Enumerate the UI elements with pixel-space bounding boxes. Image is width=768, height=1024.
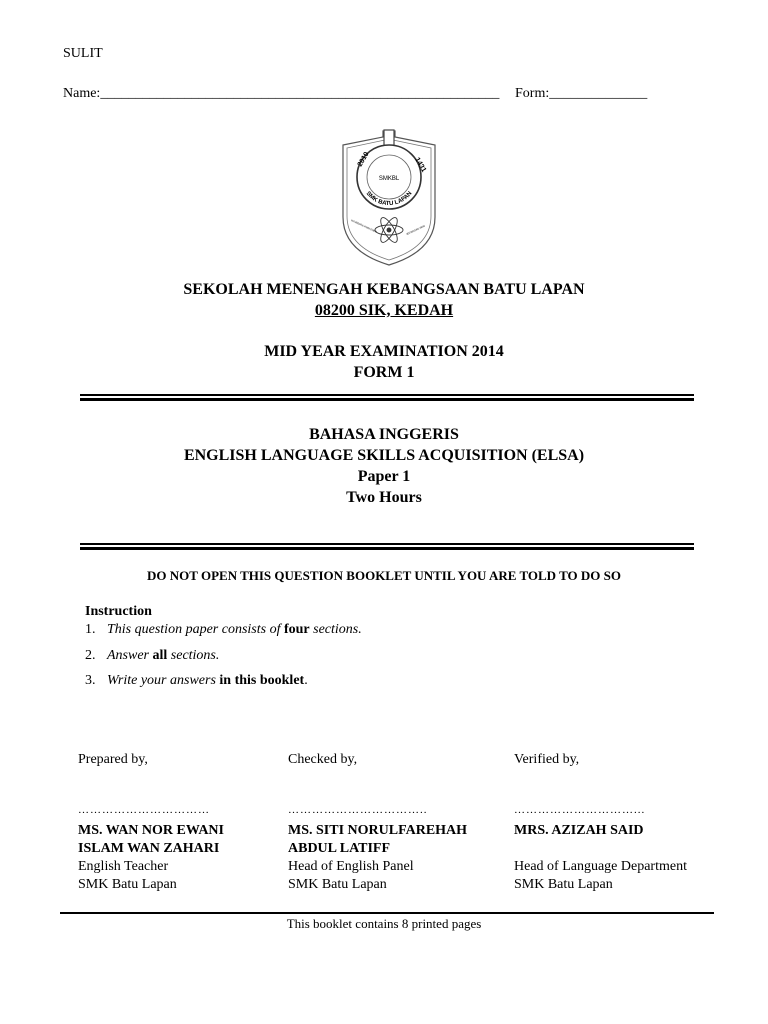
subject-name: BAHASA INGGERIS <box>309 426 459 443</box>
instruction-emphasis: all <box>152 648 168 663</box>
instruction-text-end: sections. <box>309 622 362 637</box>
instruction-text: Write your answers <box>107 673 220 688</box>
classification-label: SULIT <box>63 46 103 61</box>
signatory-title: Head of Language Department <box>514 859 687 874</box>
signatory-school: SMK Batu Lapan <box>78 877 177 892</box>
signatory-role: Checked by, <box>288 752 358 767</box>
form-label: Form: <box>515 86 550 101</box>
name-line: _________________________________________________________ <box>100 86 500 101</box>
paper-number: Paper 1 <box>357 468 411 485</box>
exam-form: FORM 1 <box>353 364 415 381</box>
school-name: SEKOLAH MENENGAH KEBANGSAAN BATU LAPAN <box>183 281 585 298</box>
signature-line: …………………………….. <box>288 804 428 816</box>
signatory-name <box>78 822 224 858</box>
signature-line: …………………………… <box>78 804 210 816</box>
name-field[interactable] <box>63 86 499 102</box>
instruction-item <box>85 648 219 664</box>
instruction-emphasis: in this booklet <box>219 673 305 688</box>
signatory-name <box>514 822 644 840</box>
school-logo <box>339 127 439 267</box>
signatory-name-line2: ABDUL LATIFF <box>288 841 391 856</box>
instruction-number: 1. <box>85 622 96 637</box>
instruction-item <box>85 673 308 689</box>
instruction-item <box>85 622 362 638</box>
instruction-text: This question paper consists of <box>107 622 284 637</box>
logo-year-left: 2010 <box>356 151 371 168</box>
exam-title: MID YEAR EXAMINATION 2014 <box>264 343 504 360</box>
signatory-name-line2: ISLAM WAN ZAHARI <box>78 841 220 856</box>
form-field[interactable] <box>515 86 647 102</box>
school-address-text: 08200 SIK, KEDAH <box>314 302 454 319</box>
signatory-title: Head of English Panel <box>288 859 414 874</box>
page-count-note: This booklet contains 8 printed pages <box>286 916 482 931</box>
school-address <box>0 302 768 320</box>
signatory-name-line1: MS. WAN NOR EWANI <box>78 823 224 838</box>
atom-icon <box>375 215 403 244</box>
signatory-name <box>288 822 467 858</box>
signatory-role: Verified by, <box>514 752 580 767</box>
logo-motto-left: MAJU BERDISIPLIN JAYAWAN ISTIMEWA <box>350 219 398 244</box>
instruction-text: Answer <box>107 648 153 663</box>
instruction-number: 3. <box>85 673 96 688</box>
footer-divider <box>60 912 714 914</box>
instruction-text-end: . <box>304 673 308 688</box>
logo-abbrev: SMKBL <box>378 176 400 182</box>
signatory-title: English Teacher <box>78 859 169 874</box>
form-line: ______________ <box>549 86 648 101</box>
instruction-number: 2. <box>85 648 96 663</box>
instruction-text-end: sections. <box>167 648 220 663</box>
instruction-title: Instruction <box>85 604 152 619</box>
exam-duration: Two Hours <box>346 489 422 506</box>
name-label: Name: <box>63 86 101 101</box>
logo-year-right: 1431 <box>413 156 428 174</box>
logo-arc-text: SMK BATU LAPAN <box>364 190 414 208</box>
signatory-name-line1: MRS. AZIZAH SAID <box>514 823 644 838</box>
warning-notice: DO NOT OPEN THIS QUESTION BOOKLET UNTIL YOU ARE TOLD TO DO SO <box>147 568 621 583</box>
signature-line: …………………………... <box>514 804 646 816</box>
course-name: ENGLISH LANGUAGE SKILLS ACQUISITION (ELSA) <box>183 447 585 464</box>
divider-bottom <box>80 543 694 550</box>
instruction-emphasis: four <box>283 622 310 637</box>
signatory-school: SMK Batu Lapan <box>514 877 613 892</box>
divider-top <box>80 394 694 401</box>
signatory-role: Prepared by, <box>78 752 148 767</box>
signatory-school: SMK Batu Lapan <box>288 877 387 892</box>
logo-motto-right: BERTANGGUNG JAWAB <box>406 220 435 236</box>
signatory-name-line1: MS. SITI NORULFAREHAH <box>288 823 468 838</box>
